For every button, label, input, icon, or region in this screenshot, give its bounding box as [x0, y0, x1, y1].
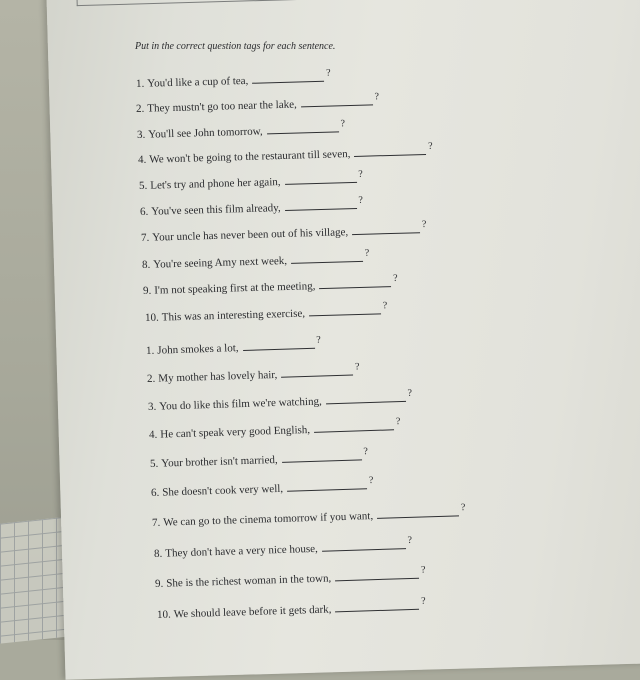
question-mark: ? [354, 361, 360, 373]
question-number: 7. [140, 231, 150, 244]
question-item [145, 300, 388, 324]
question-item [142, 248, 370, 271]
question-mark: ? [421, 595, 426, 607]
answer-blank[interactable] [267, 130, 339, 134]
answer-blank[interactable] [291, 260, 363, 264]
question-mark: ? [421, 219, 427, 231]
question-number: 7. [151, 516, 161, 529]
question-item [149, 416, 401, 441]
answer-blank[interactable] [252, 80, 324, 84]
question-item [157, 596, 426, 621]
question-mark: ? [358, 194, 364, 206]
question-item [152, 502, 466, 529]
question-number: 8. [141, 258, 151, 271]
question-number: 9. [154, 577, 164, 590]
question-item [150, 446, 368, 470]
question-item [148, 388, 413, 413]
question-item [141, 219, 427, 244]
question-mark: ? [393, 272, 398, 285]
question-item [137, 118, 346, 141]
question-mark: ? [428, 140, 433, 152]
answer-blank[interactable] [282, 458, 362, 463]
question-sentence: You'd like a cup of tea, [147, 74, 249, 90]
question-number: 10. [156, 608, 172, 621]
question-number: 6. [150, 486, 160, 499]
answer-blank[interactable] [326, 400, 406, 405]
question-mark: ? [316, 334, 321, 346]
answer-blank[interactable] [322, 547, 406, 552]
question-number: 1. [135, 77, 145, 90]
question-item [147, 361, 360, 385]
question-item [136, 91, 380, 115]
question-sentence: We should leave before it gets dark, [173, 603, 332, 621]
answer-blank[interactable] [352, 231, 420, 235]
question-mark: ? [420, 564, 426, 576]
question-mark: ? [407, 534, 413, 547]
question-sentence: He can't speak very good English, [160, 423, 311, 441]
question-number: 9. [142, 284, 152, 297]
question-sentence: You do like this film we're watching, [159, 395, 322, 413]
answer-blank[interactable] [377, 514, 459, 519]
question-item [146, 335, 321, 357]
question-mark: ? [363, 446, 369, 458]
question-item [140, 195, 363, 218]
answer-blank[interactable] [301, 103, 373, 107]
question-sentence: You're seeing Amy next week, [153, 254, 288, 271]
question-mark: ? [340, 118, 346, 130]
question-number: 5. [149, 457, 159, 470]
answer-blank[interactable] [285, 207, 357, 211]
question-number: 3. [147, 400, 157, 413]
question-sentence: She is the richest woman in the town, [166, 572, 332, 590]
question-sentence: I'm not speaking first at the meeting, [154, 280, 316, 297]
answer-blank[interactable] [354, 153, 426, 157]
answer-blank[interactable] [285, 181, 357, 185]
question-number: 1. [145, 344, 155, 357]
question-item [139, 169, 363, 192]
question-mark: ? [368, 475, 374, 487]
question-item [143, 273, 398, 297]
instruction-text: Put in the correct question tags for each sentence. [135, 41, 336, 52]
question-mark: ? [364, 247, 370, 259]
question-sentence: We won't be going to the restaurant till seven, [149, 148, 351, 166]
question-sentence: This was an interesting exercise, [161, 307, 306, 324]
question-mark: ? [460, 502, 466, 514]
question-sentence: Your uncle has never been out of his village, [152, 226, 349, 244]
question-sentence: They mustn't go too near the lake, [147, 98, 297, 115]
answer-blank[interactable] [287, 487, 367, 492]
question-sentence: You'll see John tomorrow, [148, 125, 263, 141]
question-mark: ? [382, 300, 388, 312]
question-sentence: We can go to the cinema tomorrow if you want, [163, 510, 374, 529]
answer-blank[interactable] [335, 608, 419, 613]
question-mark: ? [358, 168, 363, 180]
question-number: 5. [138, 179, 148, 192]
answer-blank[interactable] [314, 428, 394, 433]
question-item [154, 535, 413, 560]
question-sentence: John smokes a lot, [157, 342, 239, 357]
answer-blank[interactable] [243, 347, 315, 351]
question-item [138, 141, 433, 166]
question-number: 4. [148, 428, 158, 441]
answer-blank[interactable] [335, 577, 419, 582]
question-sentence: You've seen this film already, [151, 202, 281, 218]
question-number: 3. [136, 128, 146, 141]
question-number: 8. [153, 547, 163, 560]
question-number: 2. [146, 372, 156, 385]
answer-blank[interactable] [281, 374, 353, 378]
question-number: 6. [139, 205, 149, 218]
question-mark: ? [374, 91, 380, 103]
question-mark: ? [326, 67, 331, 79]
question-sentence: My mother has lovely hair, [158, 368, 278, 385]
question-sentence: Let's try and phone her again, [150, 176, 281, 192]
question-item [155, 565, 426, 590]
question-number: 4. [137, 153, 147, 166]
question-item [151, 475, 374, 499]
answer-blank[interactable] [309, 312, 381, 316]
question-mark: ? [407, 387, 413, 399]
question-sentence: Your brother isn't married, [161, 453, 278, 470]
answer-blank[interactable] [319, 285, 391, 289]
question-item [136, 68, 331, 90]
question-mark: ? [395, 416, 401, 428]
question-number: 2. [135, 102, 145, 115]
question-sentence: She doesn't cook very well, [162, 482, 284, 499]
question-sentence: They don't have a very nice house, [165, 542, 319, 560]
question-number: 10. [144, 311, 159, 324]
